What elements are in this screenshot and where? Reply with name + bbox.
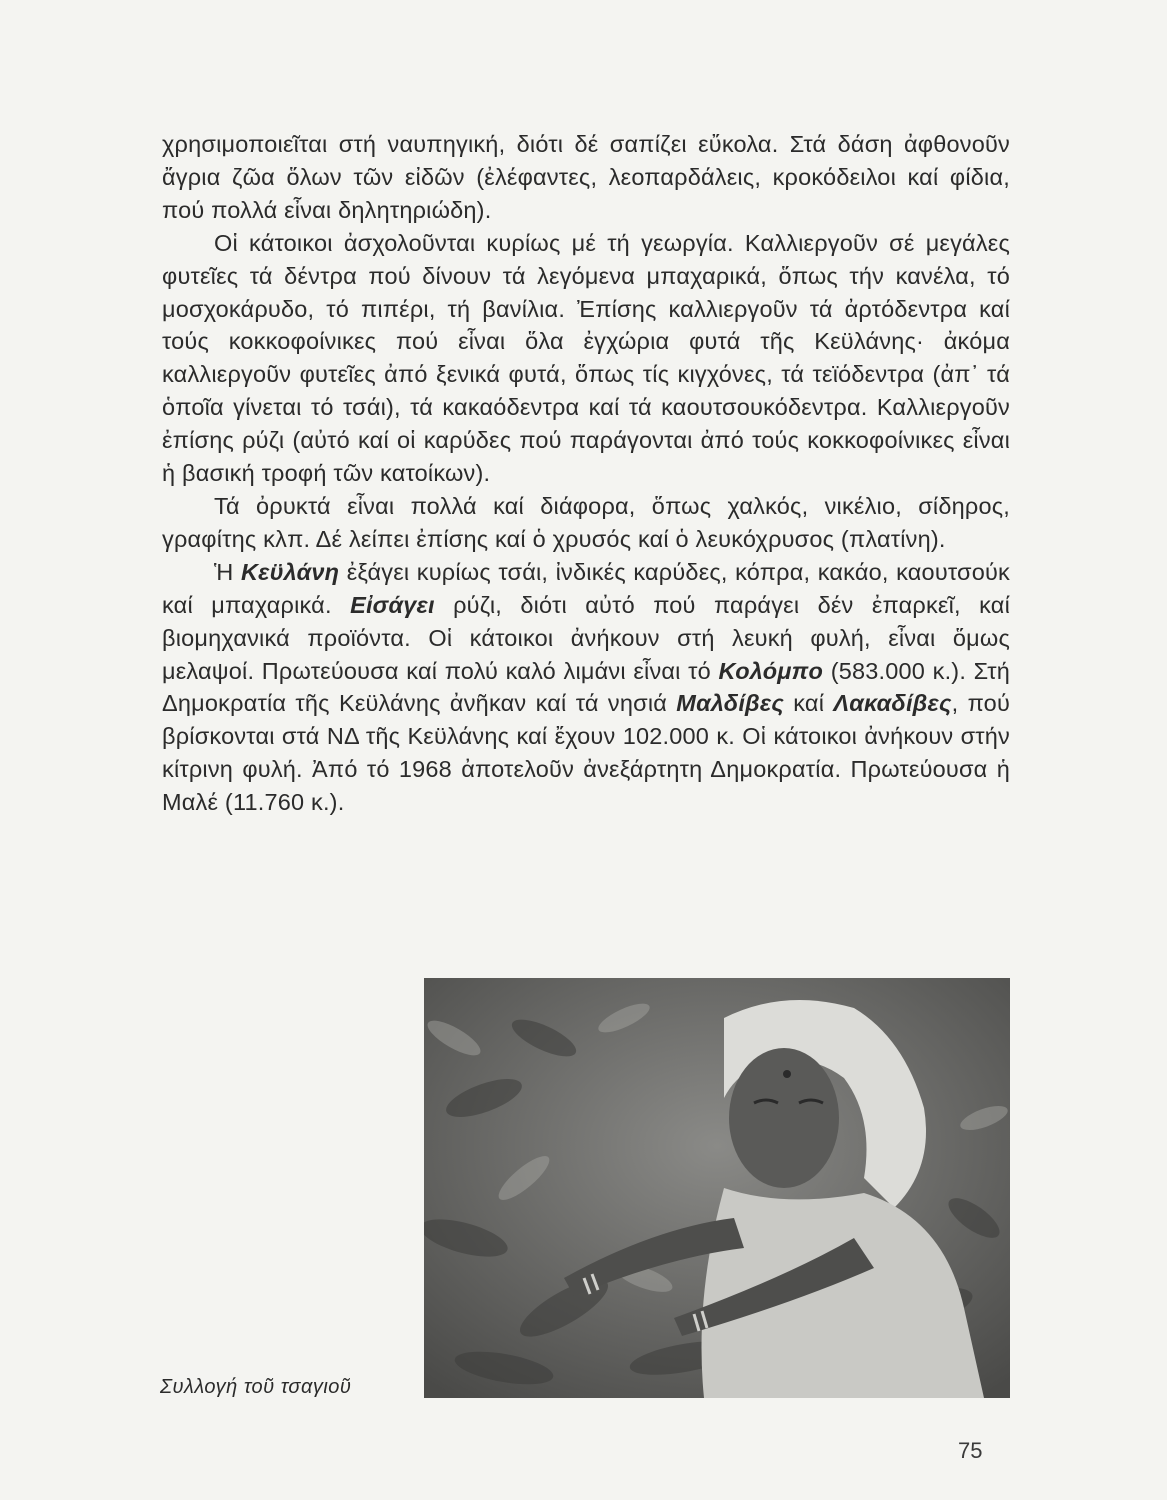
paragraph-4 xyxy=(162,556,1010,819)
emphasis-laccadives: Λακαδίβες xyxy=(833,690,952,717)
photo-illustration xyxy=(424,978,1010,1398)
paragraph-4-text: (583.000 κ.). Στή Δημοκρατία τῆς Κεϋλάνης ἀνῆκαν καί τά νησιά xyxy=(162,657,1010,717)
paragraph-4-text: ρύζι, διότι αὐτό πού παράγει δέν ἐπαρκεῖ, καί βιομηχανικά προϊόντα. Οἱ κάτοικοι ἀνήκουν στή λευκή φυλή, εἶναι ὅμως μελαψοί. Πρωτεύουσα καί πολύ καλό λιμάνι εἶναι τό xyxy=(162,591,1010,684)
paragraph-2 xyxy=(162,227,1010,490)
paragraph-4-text: Ἡ xyxy=(214,558,241,585)
paragraph-4-text: καί xyxy=(784,690,834,717)
tea-picking-photo xyxy=(424,978,1010,1398)
emphasis-imports: Εἰσάγει xyxy=(350,591,435,618)
photo-caption: Συλλογή τοῦ τσαγιοῦ xyxy=(160,1376,352,1398)
paragraph-4-text: ἐξάγει κυρίως τσάι, ἰνδικές καρύδες, κόπρα, κακάο, καουτσούκ καί μπαχαρικά. xyxy=(162,558,1010,618)
paragraph-3 xyxy=(162,490,1010,556)
paragraph-1 xyxy=(162,128,1010,227)
paragraph-2-text: Οἱ κάτοικοι ἀσχολοῦνται κυρίως μέ τή γεωργία. Καλλιεργοῦν σέ μεγάλες φυτεῖες τά δέντρα πού δίνουν τά λεγόμενα μπαχαρικά, ὅπως τήν κανέλα, τό μοσχοκάρυδο, τό πιπέρι, τή βανίλια. Ἐπίσης καλλιεργοῦν τά ἀρτόδεντρα καί τούς κοκκοφοίνικες πού εἶναι ὅλα ἐγχώρια φυτά τῆς Κεϋλάνης· ἀκόμα καλλιεργοῦν φυτεῖες ἀπό ξενικά φυτά, ὅπως τίς κιγχόνες, τά τεϊόδεντρα (ἀπ᾿ τά ὁποῖα γίνεται τό τσάι), τά κακαόδεντρα καί τά καουτσουκόδεντρα. Καλλιεργοῦν ἐπίσης ρύζι (αὐτό καί οἱ καρύδες πού παράγονται ἀπό τούς κοκκοφοίνικες εἶναι ἡ βασική τροφή τῶν κατοίκων). xyxy=(162,229,1010,487)
paragraph-4-text: , πού βρίσκονται στά ΝΔ τῆς Κεϋλάνης καί ἔχουν 102.000 κ. Οἱ κάτοικοι ἀνήκουν στήν κίτρινη φυλή. Ἀπό τό 1968 ἀποτελοῦν ἀνεξάρτητη Δημοκρατία. Πρωτεύουσα ἡ Μαλέ (11.760 κ.). xyxy=(162,690,1010,816)
body-text xyxy=(162,128,1010,819)
emphasis-ceylon: Κεϋλάνη xyxy=(240,558,340,585)
paragraph-1-text: χρησιμοποιεῖται στή ναυπηγική, διότι δέ σαπίζει εὔκολα. Στά δάση ἀφθονοῦν ἄγρια ζῶα ὅλων τῶν εἰδῶν (ἐλέφαντες, λεοπαρδάλεις, κροκόδειλοι καί φίδια, πού πολλά εἶναι δηλητηριώδη). xyxy=(162,131,1010,223)
emphasis-maldives: Μαλδίβες xyxy=(676,690,784,717)
page-number: 75 xyxy=(958,1438,983,1463)
paragraph-3-text: Τά ὀρυκτά εἶναι πολλά καί διάφορα, ὅπως χαλκός, νικέλιο, σίδηρος, γραφίτης κλπ. Δέ λείπει ἐπίσης καί ὁ χρυσός καί ὁ λευκόχρυσος (πλατίνη). xyxy=(162,492,1010,552)
emphasis-colombo: Κολόμπο xyxy=(718,657,824,684)
